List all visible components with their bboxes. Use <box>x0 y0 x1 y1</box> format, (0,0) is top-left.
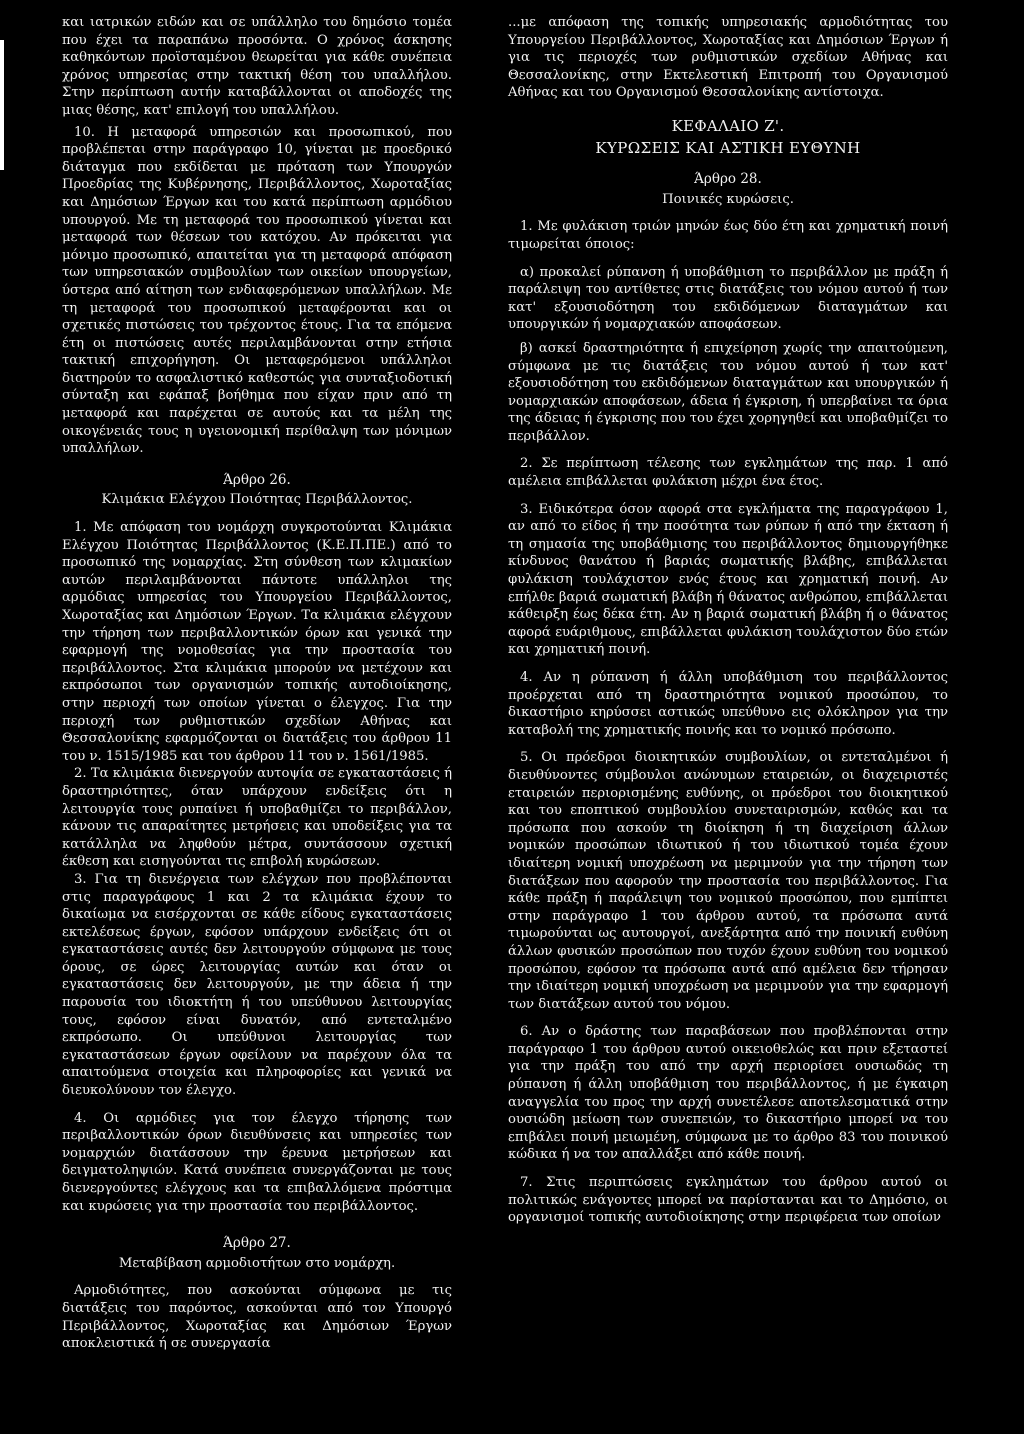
left-paragraph-4: 2. Τα κλιμάκια διενεργούν αυτοψία σε εγκαταστάσεις ή δραστηριότητες, όταν υπάρχουν ενδείξεις ότι η λειτουργία τους ρυπαίνει ή υποβαθμίζει το περιβάλλον, κάνουν τις απαραίτητες μετρήσεις και υποδείξεις για τα κατάλληλα να ληφθούν μέτρα, συντάσσουν σχετική έκθεση και εισηγούνται τις επιβολή κυρώσεων. <box>62 766 452 870</box>
article-27-title: Άρθρο 27. <box>223 1235 291 1252</box>
left-paragraph-7: Αρμοδιότητες, που ασκούνται σύμφωνα με τις διατάξεις του παρόντος, ασκούνται από τον Υπουργό Περιβάλλοντος, Χωροταξίας και Δημόσιων Έργων αποκλειστικά ή σε συνεργασία <box>62 1283 452 1352</box>
chapter-heading: ΚΕΦΑΛΑΙΟ Ζ'. <box>671 116 785 135</box>
chapter-title: ΚΥΡΩΣΕΙΣ ΚΑΙ ΑΣΤΙΚΗ ΕΥΘΥΝΗ <box>595 138 861 157</box>
right-paragraph-5: 2. Σε περίπτωση τέλεσης των εγκλημάτων της παρ. 1 από αμέλεια επιβάλλεται φυλάκιση μέχρι ένα έτος. <box>508 456 948 490</box>
right-column <box>508 14 948 1227</box>
right-paragraph-8: 5. Οι πρόεδροι διοικητικών συμβουλίων, οι εντεταλμένοι ή διευθύνοντες σύμβουλοι ανώνυμων εταιρειών, οι διαχειριστές εταιρειών περιορισμένης ευθύνης, οι πρόεδροι του διοικητικού και του εποπτικού συμβουλίου συνεταιρισμών, καθώς και τα πρόσωπα που ασκούν τη διοίκηση ή τη διαχείριση άλλων νομικών προσώπων ιδιωτικού ή του ιδιωτικού τομέα έχουν ιδιαίτερη νομική υποχρέωση να μεριμνούν για την τήρηση των διατάξεων που αφορούν την προστασία του περιβάλλοντος. Για κάθε πράξη ή παράλειψη του νομικού προσώπου, που εμπίπτει στην παράγραφο 1 του άρθρου αυτού, τα πρόσωπα αυτά τιμωρούνται ως αυτουργοί, ανεξάρτητα από την ποινική ευθύνη άλλων φυσικών προσώπων που τυχόν έχουν ευθύνη του νομικού προσώπου, εφόσον τα πρόσωπα αυτά από αμέλεια δεν τήρησαν την ιδιαίτερη νομική υποχρέωση να μεριμνούν για την εφαρμογή των διατάξεων αυτού του νόμου. <box>508 750 948 1012</box>
right-paragraph-3: α) προκαλεί ρύπανση ή υποβάθμιση το περιβάλλον με πράξη ή παράλειψη του αντίθετες στις διατάξεις του νόμου αυτού ή των κατ' εξουσιοδότηση του εκδιδόμενων διαταγμάτων και υπουργικών ή νομαρχιακών αποφάσεων. <box>508 264 948 333</box>
left-column <box>62 14 452 1353</box>
right-paragraph-4: β) ασκεί δραστηριότητα ή επιχείρηση χωρίς την απαιτούμενη, σύμφωνα με τις διατάξεις του νόμου αυτού ή των κατ' εξουσιοδότηση του εκδιδόμενων διαταγμάτων και υπουργικών ή νομαρχιακών αποφάσεων, άδεια ή έγκριση, ή υπερβαίνει τα όρια της άδειας ή έγκρισης που του έχει χορηγηθεί και υποβαθμίζει το περιβάλλον. <box>508 340 948 444</box>
left-paragraph-3: 1. Με απόφαση του νομάρχη συγκροτούνται Κλιμάκια Ελέγχου Ποιότητας Περιβάλλοντος (Κ.Ε.Π.ΠΕ.) από το προσωπικό της νομαρχίας. Στη σύνθεση των κλιμακίων αυτών περιλαμβάνονται πάντοτε υπάλληλοι της αρμόδιας υπηρεσίας του Υπουργείου Περιβάλλοντος, Χωροταξίας και Δημόσιων Έργων. Τα κλιμάκια ελέγχουν την τήρηση των περιβαλλοντικών όρων και γενικά την εφαρμογή της νομοθεσίας για την προστασία του περιβάλλοντος. Στα κλιμάκια μπορούν να μετέχουν και εκπρόσωποι των οργανισμών τοπικής αυτοδιοίκησης, στην περιοχή των οποίων γίνεται ο έλεγχος. Για την περιοχή των ρυθμιστικών σχεδίων Αθήνας και Θεσσαλονίκης εφαρμόζονται οι διατάξεις του άρθρου 11 του ν. 1515/1985 και του άρθρου 11 του ν. 1561/1985. <box>62 520 452 764</box>
left-paragraph-5: 3. Για τη διενέργεια των ελέγχων που προβλέπονται στις παραγράφους 1 και 2 τα κλιμάκια έχουν το δικαίωμα να εισέρχονται σε κάθε είδους εγκαταστάσεις εκτελέσεως έργων, εφόσον υπάρχουν ενδείξεις ότι οι εγκαταστάσεις αυτές δεν λειτουργούν σύμφωνα με τους όρους, σε ώρες λειτουργίας αυτών και όταν οι εγκαταστάσεις δεν λειτουργούν, με την άδεια ή την παρουσία του ιδιοκτήτη ή του υπεύθυνου λειτουργίας τους, εφόσον είναι δυνατόν, από εντεταλμένο εκπρόσωπο. Οι υπεύθυνοι λειτουργίας των εγκαταστάσεων έργων οφείλουν να παρέχουν όλα τα απαιτούμενα στοιχεία και πληροφορίες και γενικά να διευκολύνουν τον έλεγχο. <box>62 871 452 1099</box>
article-27-subtitle: Μεταβίβαση αρμοδιοτήτων στο νομάρχη. <box>118 1255 396 1271</box>
right-paragraph-10: 7. Στις περιπτώσεις εγκλημάτων του άρθρου αυτού οι πολιτικώς ενάγοντες μπορεί να παρίστανται και το Δημόσιο, οι οργανισμοί τοπικής αυτοδιοίκησης στην περιφέρεια των οποίων <box>508 1175 948 1226</box>
right-paragraph-2: 1. Με φυλάκιση τριών μηνών έως δύο έτη και χρηματική ποινή τιμωρείται όποιος: <box>508 219 948 252</box>
left-paragraph-6: 4. Οι αρμόδιες για τον έλεγχο τήρησης των περιβαλλοντικών όρων διευθύνσεις και υπηρεσίες των νομαρχιών διατάσσουν την έρευνα μετρήσεων και δειγματοληψιών. Κατά συνέπεια συνεργάζονται με τους διενεργούντες ελέγχους και τα επιβαλλόμενα πρόστιμα και κυρώσεις για την προστασία του περιβάλλοντος. <box>62 1110 452 1214</box>
scan-edge-mark <box>0 40 4 170</box>
right-paragraph-6: 3. Ειδικότερα όσον αφορά στα εγκλήματα της παραγράφου 1, αν από το είδος ή την ποσότητα των ρύπων ή από την έκταση ή τη σημασία της υποβάθμισης του περιβάλλοντος δημιουργήθηκε κίνδυνος θανάτου ή βαριάς σωματικής βλάβης, επιβάλλεται φυλάκιση τουλάχιστον ενός έτους και χρηματική ποινή. Αν επήλθε βαριά σωματική βλάβη ή θάνατος ανθρώπου, επιβάλλεται κάθειρξη έως δέκα έτη. Αν η βαριά σωματική βλάβη ή ο θάνατος αφορά ευάριθμους, επιβάλλεται φυλάκιση τουλάχιστον δύο ετών και χρηματική ποινή. <box>508 501 948 658</box>
left-paragraph-1: και ιατρικών ειδών και σε υπάλληλο του δημόσιο τομέα που έχει τα παραπάνω προσόντα. Ο χρόνος άσκησης καθηκόντων προϊσταμένου θεωρείται για κάθε συνέπεια χρόνος υπηρεσίας στην τακτική θέση του υπαλλήλου. Στην περίπτωση αυτήν καταβάλλονται οι αποδοχές της μιας θέσης, κατ' επιλογή του υπαλλήλου. <box>62 15 452 118</box>
article-28-title: Άρθρο 28. <box>694 171 762 188</box>
right-paragraph-1: ...με απόφαση της τοπικής υπηρεσιακής αρμοδιότητας του Υπουργείου Περιβάλλοντος, Χωροταξίας και Δημόσιων Έργων ή για τις περιοχές των ρυθμιστικών σχεδίων Αθήνας και Θεσσαλονίκης, στην Εκτελεστική Επιτροπή του Οργανισμού Αθήνας και του Οργανισμού Θεσσαλονίκης αντίστοιχα. <box>508 15 948 101</box>
right-paragraph-7: 4. Αν η ρύπανση ή άλλη υποβάθμιση του περιβάλλοντος προέρχεται από τη δραστηριότητα νομικού προσώπου, το δικαστήριο κηρύσσει αστικώς υπεύθυνο εις ολόκληρον για την καταβολή της χρηματικής ποινής και το νομικό πρόσωπο. <box>508 670 948 738</box>
article-26-title: Άρθρο 26. <box>223 471 291 488</box>
article-26-subtitle: Κλιμάκια Ελέγχου Ποιότητας Περιβάλλοντος. <box>101 492 413 508</box>
right-paragraph-9: 6. Αν ο δράστης των παραβάσεων που προβλέπονται στην παράγραφο 1 του άρθρου αυτού οικειοθελώς και πριν εξεταστεί για την πράξη του από την αρχή περιορίσει ουσιωδώς τη ρύπανση ή άλλη υποβάθμιση του περιβάλλοντος, ή με έγκαιρη αναγγελία του προς την αρχή συνετέλεσε αποτελεσματικά στην ουσιώδη μείωση των συνεπειών, το δικαστήριο μπορεί να του επιβάλει ποινή μειωμένη, σύμφωνα με το άρθρο 83 του ποινικού κώδικα ή να τον απαλλάξει από κάθε ποινή. <box>508 1024 948 1163</box>
left-paragraph-2: 10. Η μεταφορά υπηρεσιών και προσωπικού, που προβλέπεται στην παράγραφο 10, γίνεται με προεδρικό διάταγμα που εκδίδεται με πρόταση των Υπουργών Προεδρίας της Κυβέρνησης, Περιβάλλοντος, Χωροταξίας και Δημόσιων Έργων και του κατά περίπτωση αρμόδιου υπουργού. Με τη μεταφορά του προσωπικού γίνεται και μεταφορά των θέσεων του κατόχου. Αν πρόκειται για μόνιμο προσωπικό, απαιτείται για τη μεταφορά απόφαση των υπηρεσιακών συμβουλίων των οικείων υπουργείων, ύστερα από αίτηση των ενδιαφερόμενων υπαλλήλων. Με τη μεταφορά του προσωπικού μεταφέρονται και οι σχετικές πιστώσεις του τρέχοντος έτους. Για τα επόμενα έτη οι πιστώσεις αυτές περιλαμβάνονται στην ετήσια τακτική επιχορήγηση. Οι μεταφερόμενοι υπάλληλοι διατηρούν το ασφαλιστικό καθεστώς για συνταξιοδοτική σύνταξη και εφάπαξ βοήθημα που είχαν πριν από τη μεταφορά και παρέχεται σε αυτούς και τα μέλη της οικογένειάς τους η υγειονομική περίθαλψη των μόνιμων υπαλλήλων. <box>62 124 452 457</box>
article-28-subtitle: Ποινικές κυρώσεις. <box>662 191 794 207</box>
